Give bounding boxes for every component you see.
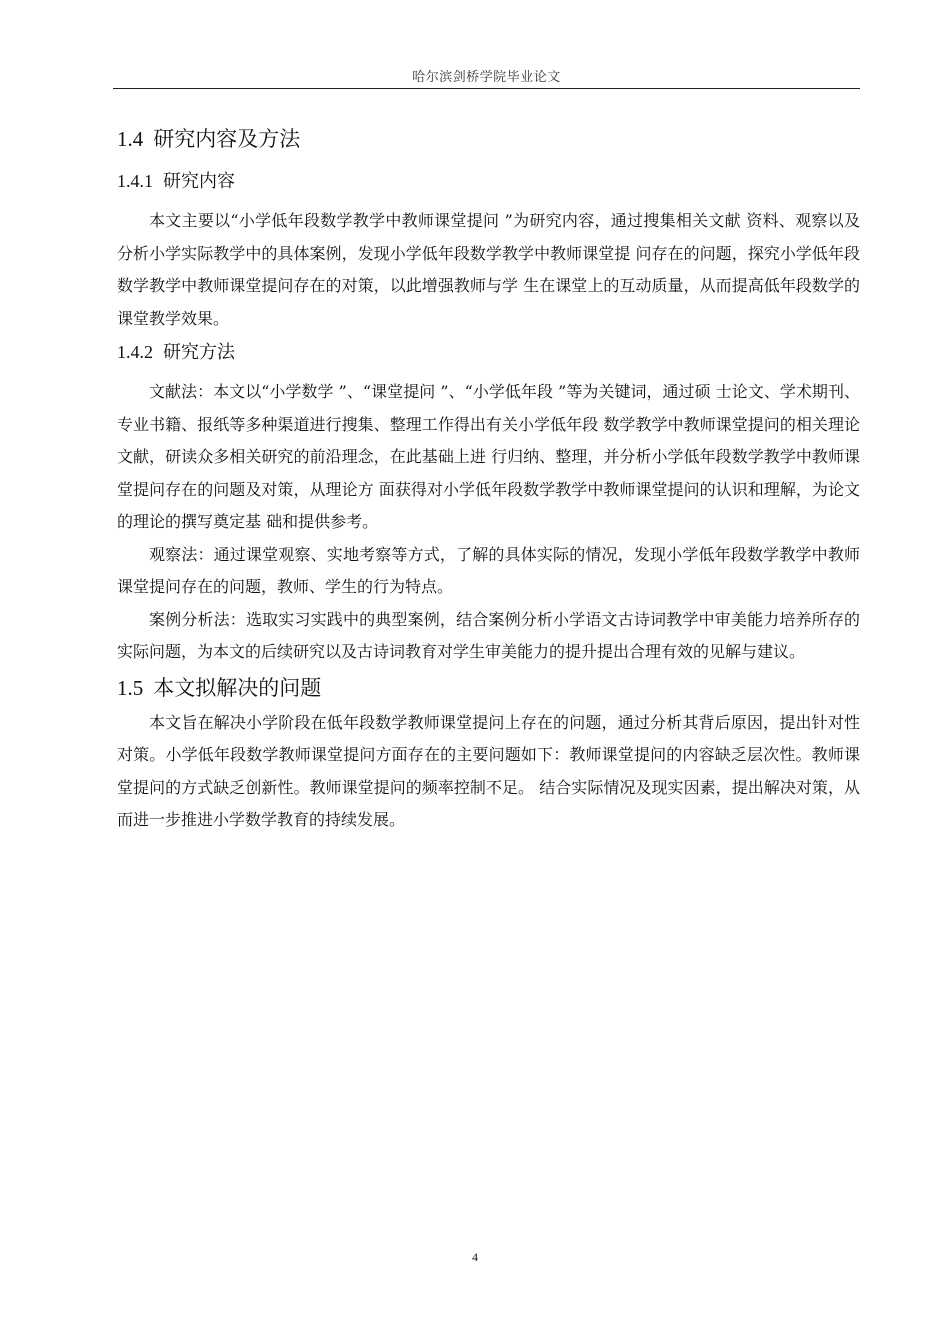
section-number: 1.5 [117,675,144,700]
section-heading-1-4-2 [117,335,860,370]
paragraph-case-method: 案例分析法：选取实习实践中的典型案例，结合案例分析小学语文古诗词教学中审美能力培养所存的实际问题，为本文的后续研究以及古诗词教育对学生审美能力的提升提出合理有效的见解与建议。 [117,609,860,661]
section-number: 1.4.2 [117,342,153,362]
section-title: 研究内容 [163,171,235,192]
page-body [117,120,860,837]
paragraph-problems: 本文旨在解决小学阶段在低年段数学教师课堂提问上存在的问题，通过分析其背后原因，提出针对性对策。小学低年段数学教师课堂提问方面存在的主要问题如下：教师课堂提问的内容缺乏层次性。教师课堂提问的方式缺乏创新性。教师课堂提问的频率控制不足。 结合实际情况及现实因素，提出解决对策，从而进一步推进小学数学教育的持续发展。 [117,712,860,829]
section-number: 1.4.1 [117,171,153,191]
paragraph-research-content: 本文主要以“小学低年段数学教学中教师课堂提问 ”为研究内容，通过搜集相关文献 资料、观察以及分析小学实际教学中的具体案例，发现小学低年段数学教学中教师课堂提 问存在的问题，探究小学低年段数学教学中教师课堂提问存在的对策，以此增强教师与学 生在课堂上的互动质量，从而提高低年段数学的课堂教学效果。 [117,211,860,328]
paragraph-observation-method: 观察法：通过课堂观察、实地考察等方式，了解的具体实际的情况，发现小学低年段数学教学中教师课堂提问存在的问题，教师、学生的行为特点。 [117,544,860,596]
section-heading-1-4-1 [117,164,860,199]
section-title: 研究内容及方法 [153,127,301,151]
section-heading-1-5 [117,669,860,707]
page-number: 4 [472,1250,478,1264]
section-heading-1-4 [117,120,860,158]
paragraph-literature-method: 文献法：本文以“小学数学 ”、“课堂提问 ”、“小学低年段 ”等为关键词，通过硕 士论文、学术期刊、专业书籍、报纸等多种渠道进行搜集、整理工作得出有关小学低年段 数学教学中教师课堂提问的相关理论文献，研读众多相关研究的前沿理念，在此基础上进 行归纳、整理，并分析小学低年段数学教学中教师课堂提问存在的问题及对策，从理论方 面获得对小学低年段数学教学中教师课堂提问的认识和理解，为论文的理论的撰写奠定基 础和提供参考。 [117,382,860,531]
section-title: 研究方法 [163,342,235,363]
header-rule [113,88,860,89]
running-header: 哈尔滨剑桥学院毕业论文 [412,70,561,85]
section-title: 本文拟解决的问题 [153,675,322,700]
section-number: 1.4 [117,127,144,151]
